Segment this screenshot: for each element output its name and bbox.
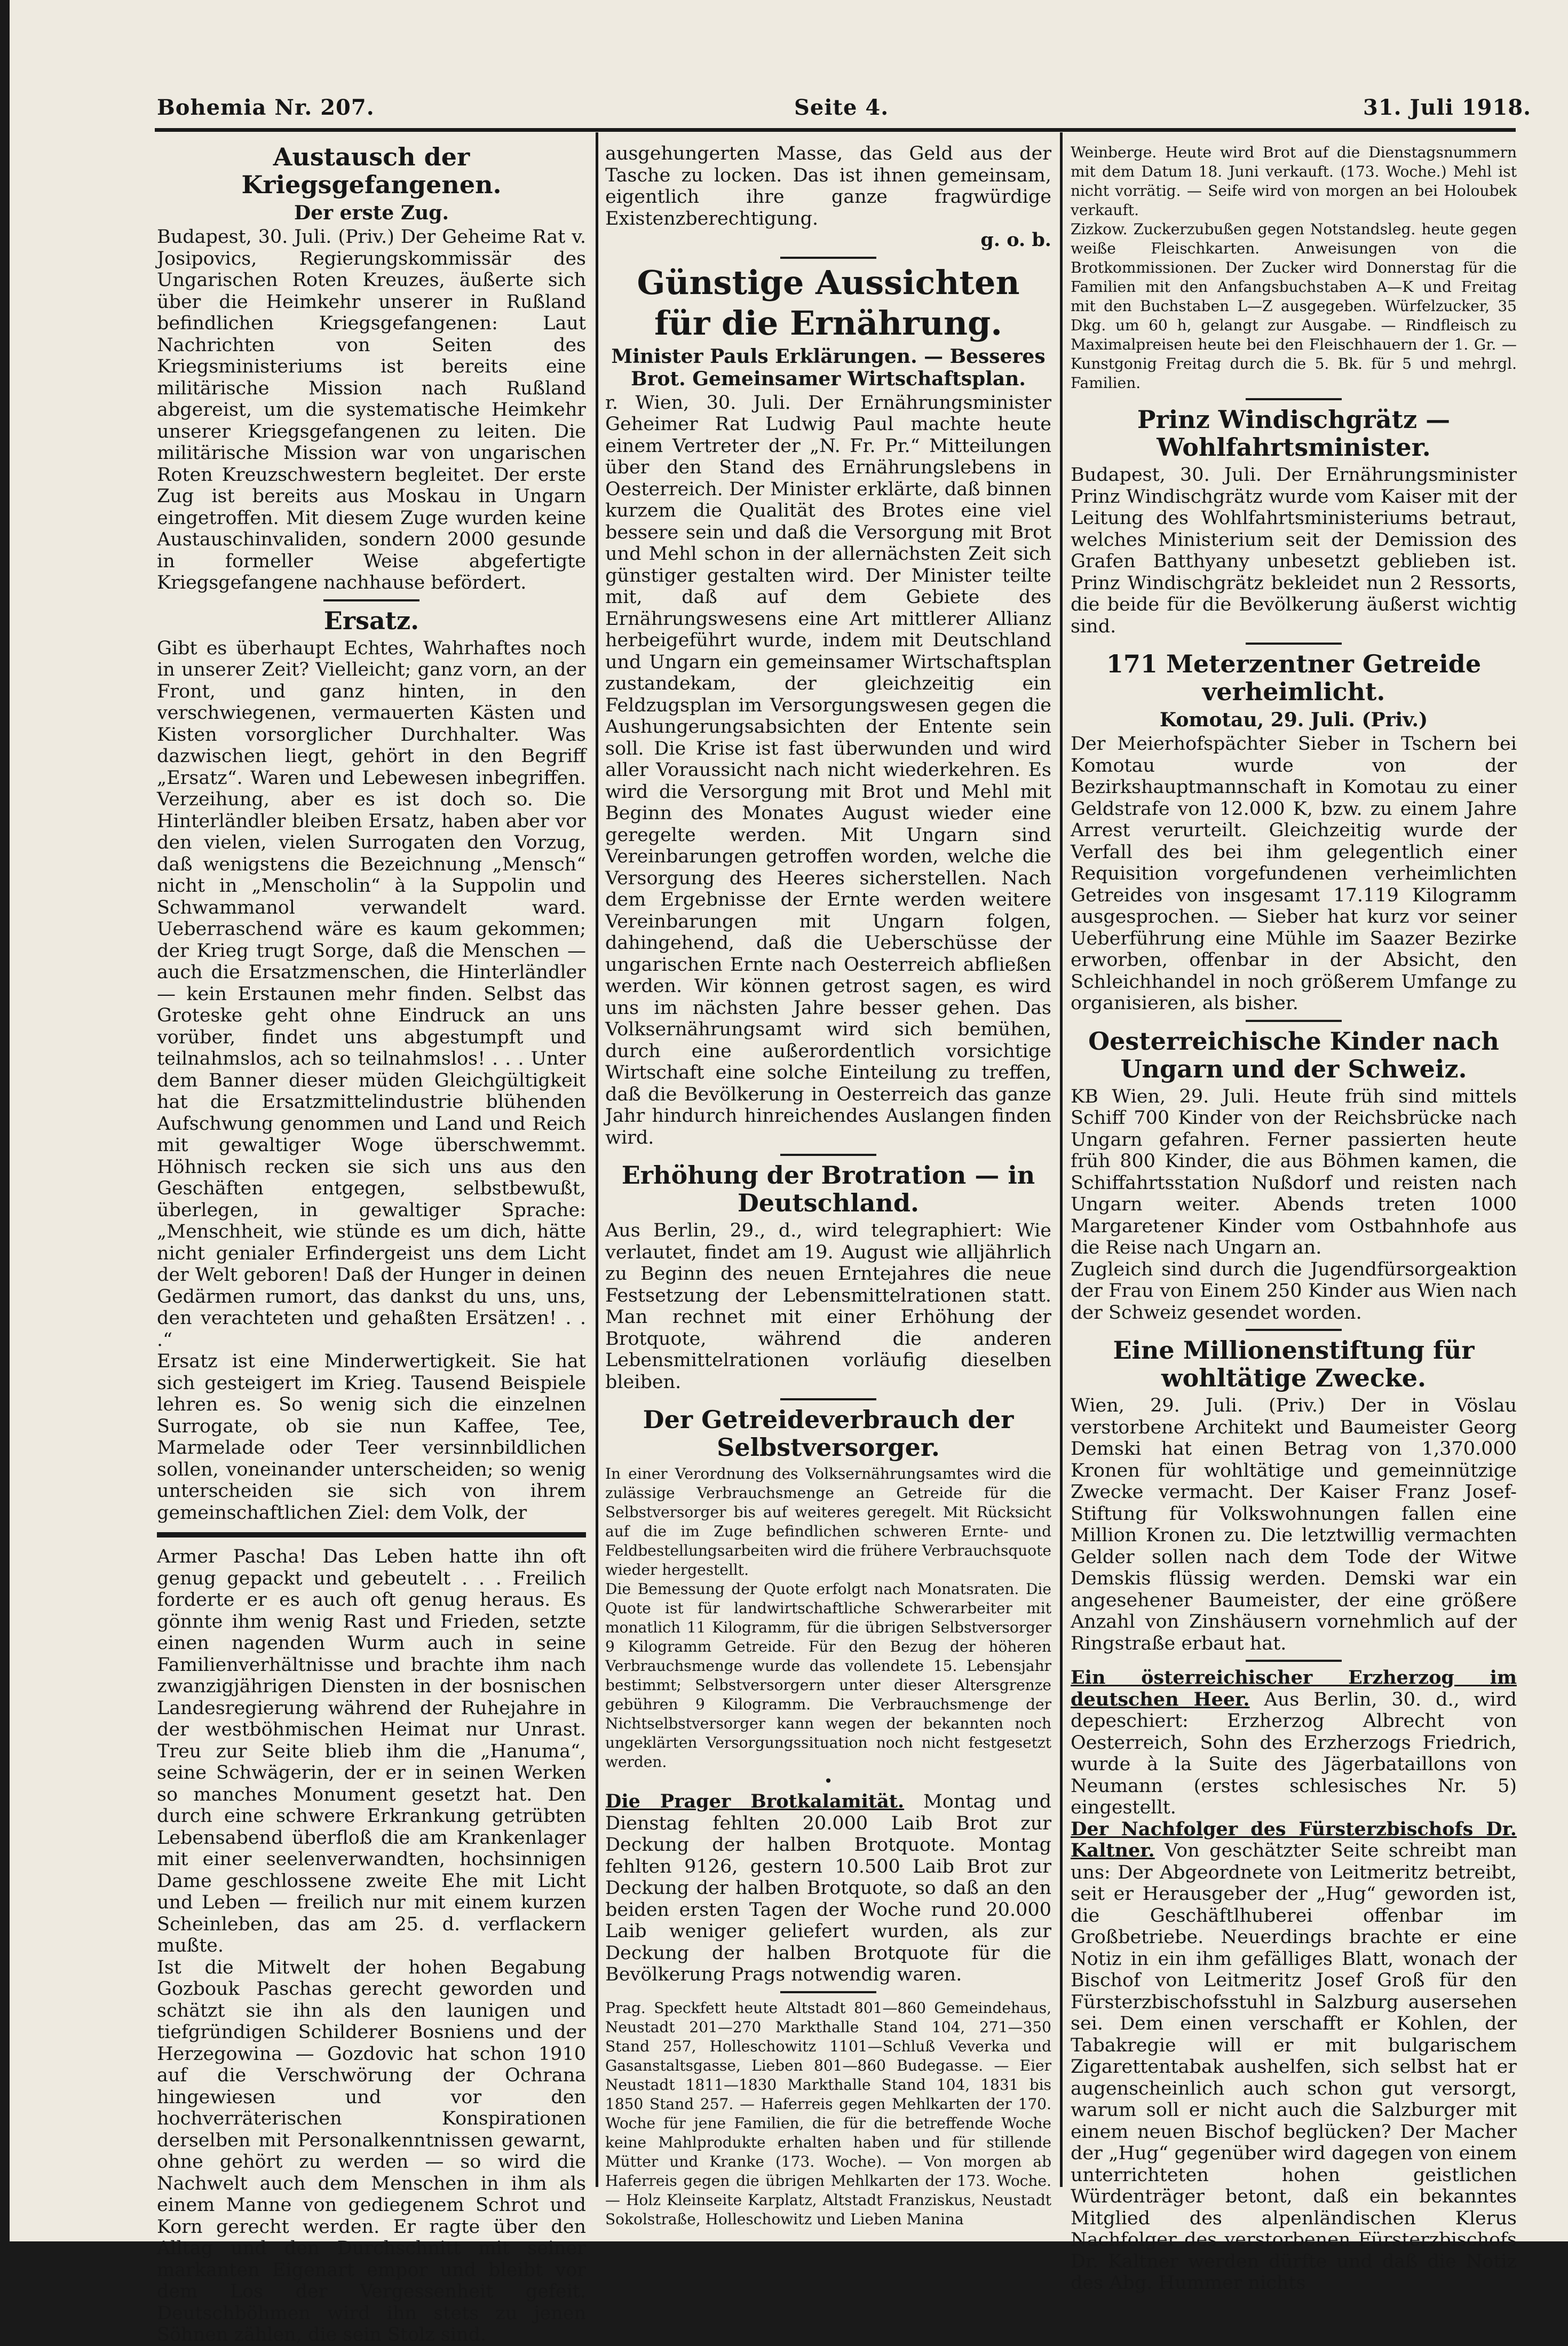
article-windischgraetz [1071,406,1517,637]
section-rule [780,1154,876,1156]
section-rule [323,599,419,601]
section-rule [1246,1329,1342,1331]
article-body: Aus Berlin, 30. d., wird depeschiert: Erzherzog Albrecht von Oesterreich, Sohn des Erzherzogs Friedrich, wurde à la Suite des Jägerbataillons von Neumann (erstes schlesisches Nr. 5) eingestellt. [1071,1689,1517,1818]
headline: Eine Millionenstiftung für wohltätige Zwecke. [1113,1336,1475,1392]
author-signature: g. o. b. [980,229,1051,251]
notice-paragraph: Zizkow. Zuckerzubußen gegen Notstandsleg. heute gegen weiße Fleischkarten. Anweisungen von die Brotkommissionen. Der Zucker wird Donnerstag für die Familien mit den Anfangsbuchstaben A—K und Freitag mit den Buchstaben L—Z ausgegeben. Würfelzucker, 35 Dkg. um 60 h, gelangt zur Ausgabe. — Rindfleisch zu Maximalpreisen heute bei den Fleischhauern der 1. Gr. — Kunstgonig Freitag durch die 5. Bk. für 5 und mehrgl. Familien. [1071,220,1517,392]
notice-body: Prag. Speckfett heute Altstadt 801—860 Gemeindehaus, Neustadt 201—270 Markthalle Stand 104, 271—350 Stand 257, Holleschowitz 1101—Schluß Veverka und Gasanstaltsgasse, Lieben 801—860 Budegasse. — Eier Neustadt 1811—1830 Markthalle Stand 104, 1831 bis 1850 Stand 257. — Haferreis gegen Mehlkarten der 170. Woche für jene Familien, die für die betreffende Woche keine Mahlprodukte erhalten haben und für stillende Mütter und Kranke (173. Woche). — Von morgen ab Haferreis gegen die übrigen Mehlkarten der 173. Woche. — Holz Kleinseite Karplatz, Altstadt Franziskus, Neustadt Sokolstraße, Holleschowitz und Lieben Manina [605,1999,1051,2228]
article-prisoner-exchange [157,143,586,594]
section-rule [780,257,876,259]
separator-bullet: • [823,1772,833,1790]
article-body: Der Meierhofspächter Sieber in Tschern bei Komotau wurde von der Bezirkshauptmannschaft in Komotau zu einer Geldstrafe von 12.000 K, bzw. zu einem Jahre Arrest verurteilt. Gleichzeitig wurde der Verfall des bei ihm gelegentlich einer Requisition vorgefundenen verheimlichten Getreides von insgesamt 17.119 Kilogramm ausgesprochen. — Sieber hat kurz vor seiner Ueberführung eine Mühle im Saazer Bezirke erworben, offenbar in der Absicht, den Schleichhandel in noch größerem Umfange zu organisieren, als bisher. [1071,733,1517,1014]
article-children [1071,1027,1517,1324]
article-prague-bread [605,1791,1051,1986]
section-rule [1246,643,1342,645]
article-obituary [157,1546,586,2346]
column-2 [605,143,1051,2228]
column-3 [1071,143,1517,2294]
column-divider-right [1060,132,1063,2187]
article-paragraph: Zugleich sind durch die Jugendfürsorgeaktion der Frau von Einem 250 Kinder aus Wien nach der Schweiz gesendet worden. [1071,1258,1517,1323]
subheadline: Der erste Zug. [294,202,449,224]
dateline: Komotau, 29. Juli. (Priv.) [1159,709,1428,731]
article-body: Von geschätzter Seite schreibt man uns: Der Abgeordnete von Leitmeritz betreibt, seit er Herausgeber der „Hug“ geworden ist, die Geschäftlhuberei offenbar im Großbetriebe. Neuerdings brachte er eine Notiz in ein ihm gefälliges Blatt, wonach der Bischof von Leitmeritz Josef Groß für den Fürsterzbischofsstuhl in Salzburg ausersehen sei. Dem einen verschafft er Kohlen, der Tabakregie will er mit bulgarischem Zigarettentabak aushelfen, sich selbst hat er augenscheinlich auch schon gut versorgt, warum soll er nicht auch die Salzburger mit einem neuen Bischof beglücken? Der Macher der „Hug“ gegenüber wird dagegen von einem unterrichteten hohen geistlichen Würdenträger betont, daß ein bekanntes Mitglied des alpenländischen Klerus Nachfolger des verstorbenen Fürsterzbischofs Dr. Kaltner werden dürfte und daß die Notiz des Abg. Hummer nichts [1071,1840,1517,2294]
article-paragraph: KB Wien, 29. Juli. Heute früh sind mittels Schiff 700 Kinder von der Reichsbrücke nach Ungarn gefahren. Ferner passierten heute früh 800 Kinder, die aus Böhmen kamen, die Schiffahrtsstation Nußdorf und reisten nach Ungarn weiter. Abends treten 1000 Margaretener Kinder vom Ostbahnhofe aus die Reise nach Ungarn an. [1071,1085,1517,1258]
article-body: Budapest, 30. Juli. (Priv.) Der Geheime Rat v. Josipovics, Regierungskommissär des Ungarischen Roten Kreuzes, äußerte sich über die Heimkehr unserer in Rußland befindlichen Kriegsgefangenen: Laut Nachrichten von Seiten des Kriegsministeriums ist bereits eine militärische Mission nach Rußland abgereist, um die systematische Heimkehr unserer Kriegsgefangenen zu leiten. Die militärische Mission war von ungarischen Roten Kreuzschwestern begleitet. Der erste Zug ist bereits aus Moskau in Ungarn eingetroffen. Mit diesem Zuge wurden keine Austauschinvaliden, sondern 2000 gesunde in formeller Weise abgefertigte Kriegsgefangene nachhause befördert. [157,226,586,593]
newspaper-page [10,0,1568,2345]
notice-paragraph: Weinberge. Heute wird Brot auf die Dienstagsnummern mit dem Datum 18. Juni verkauft. (173. Woche.) Mehl ist nicht vorrätig. — Seife wird von morgen an bei Holoubek verkauft. [1071,144,1517,219]
district-notices [1071,143,1517,393]
header-page-number: Seite 4. [794,95,889,120]
article-bread-ration [605,1161,1051,1393]
article-ersatz [157,607,586,1524]
feuilleton-rule [157,1532,586,1537]
headline: Austausch der Kriegsgefangenen. [241,142,502,199]
article-prague-notices [605,1999,1051,2229]
article-body: Aus Berlin, 29., d., wird telegraphiert: Wie verlautet, findet am 19. August wie alljährlich zu Beginn des neuen Erntejahres die neue Festsetzung der Lebensmittelrationen statt. Man rechnet mit einer Erhöhung der Brotquote, während die anderen Lebensmittelrationen vorläufig dieselben bleiben. [605,1220,1051,1393]
column-divider-left [596,132,598,2187]
article-successor [1071,1819,1517,2294]
article-paragraph: Armer Pascha! Das Leben hatte ihn oft genug gepackt und gebeutelt . . . Freilich forderte er es auch oft genug heraus. Es gönnte ihm wenig Rast und Frieden, setzte einen nagenden Wurm auch in seine Familienverhältnisse und brachte ihm nach zwanzigjährigen Diensten in der bosnischen Landesregierung während der Ruhejahre in der westböhmischen Heimat nur Unrast. Treu zur Seite blieb ihm die „Hanuma“, seine Schwägerin, der er in seinen Werken so manches Monument gesetzt hat. Den durch eine schwere Erkrankung getrübten Lebensabend überfloß die am Krankenlager mit einer seelenverwandten, hochsinnigen Dame geschlossene zweite Ehe mit Licht und Leben — freilich nur mit einem kurzen Scheinleben, das am 25. d. verflackern mußte. [157,1546,586,1956]
headline-line-2: für die Ernährung. [654,303,1002,343]
column-1 [157,142,586,2345]
article-food-outlook [605,264,1051,1149]
article-paragraph: Die Bemessung der Quote erfolgt nach Monatsraten. Die Quote ist für landwirtschaftliche Schwerarbeiter mit monatlich 11 Kilogramm, für die übrigen Selbstversorger 9 Kilogramm Getreide. Für den Bezug der höheren Verbrauchsmenge wurde das vollendete 15. Lebensjahr bestimmt; Selbstversorgern unter dieser Altersgrenze gebühren 9 Kilogramm. Die Verbrauchsmenge der Nichtselbstversorger kann wegen der bekannten noch ungeklärten Versorgungssituation noch nicht festgesetzt werden. [605,1580,1051,1771]
article-body: Montag und Dienstag fehlten 20.000 Laib Brot zur Deckung der halben Brotquote. Montag fehlten 9126, gestern 10.500 Laib Brot zur Deckung der halben Brotquote, so daß an den beiden ersten Tagen der Woche rund 20.000 Laib weniger geliefert wurden, als zur Deckung der halben Brotquote für die Bevölkerung Prags notwendig waren. [605,1791,1051,1985]
header-rule [155,128,1516,132]
headline: Ersatz. [323,606,419,635]
headline: Der Getreideverbrauch der Selbstversorger. [643,1405,1014,1462]
article-body: Budapest, 30. Juli. Der Ernährungsminister Prinz Windischgrätz wurde vom Kaiser mit der Leitung des Wohlfahrtsministeriums betraut, welches Ministerium seit der Demission des Grafen Batthyany unbesetzt geblieben ist. Prinz Windischgrätz bekleidet nun 2 Ressorts, die beide für die Bevölkerung äußerst wichtig sind. [1071,464,1517,637]
headline: 171 Meterzentner Getreide verheimlicht. [1106,649,1482,706]
article-paragraph: Gibt es überhaupt Echtes, Wahrhaftes noch in unserer Zeit? Vielleicht; ganz vorn, an der Front, und ganz hinten, in den verschwiegenen, vermauerten Kästen und Kisten vorsorglicher Durchhalter. Was dazwischen liegt, gehört in den Begriff „Ersatz“. Waren und Lebewesen inbegriffen. Verzeihung, aber es ist doch so. Die Hinterländler bleiben Ersatz, haben aber vor den vielen, vielen Surrogaten den Vorzug, daß wenigstens die Bezeichnung „Mensch“ nicht in „Menscholin“ à la Suppolin und Schwammanol verwandelt ward. Ueberraschend wäre es kaum gekommen; der Krieg trugt Sorge, daß die Menschen — auch die Ersatzmenschen, die Hinterländler — kein Erstaunen mehr finden. Selbst das Groteske geht ohne Eindruck an uns vorüber, findet uns abgestumpft und teilnahmslos, ach so teilnahmslos! . . . Unter dem Banner dieser müden Gleichgültigkeit hat die Ersatzmittelindustrie blühenden Aufschwung genommen und Land und Reich mit gewaltiger Woge überschwemmt. Höhnisch recken sie sich uns aus den Geschäften entgegen, selbstbewußt, überlegen, in gewaltiger Sprache: „Menschheit, wie stünde es um dich, hätte nicht genialer Erfindergeist uns dem Licht der Welt geboren! Daß der Hunger in deinen Gedärmen rumort, das dankst du uns, uns, den verachteten und gehaßten Ersätzen! . . .“ [157,637,586,1351]
headline-line-1: Günstige Aussichten [637,263,1020,302]
section-rule [1246,398,1342,400]
article-grain-consumption [605,1406,1051,1791]
run-in-headline: Die Prager Brotkalamität. [605,1790,905,1812]
article-foundation [1071,1336,1517,1654]
header-date: 31. Juli 1918. [1363,95,1532,120]
header-issue: Bohemia Nr. 207. [157,95,375,120]
article-body: r. Wien, 30. Juli. Der Ernährungsminister Geheimer Rat Ludwig Paul machte heute einem Vertreter der „N. Fr. Pr.“ Mitteilungen über den Stand des Ernährungslebens in Oesterreich. Der Minister erklärte, daß binnen kurzem die Qualität des Brotes eine viel bessere sein und daß die Versorgung mit Brot und Mehl schon in der allernächsten Zeit sich günstiger gestalten wird. Der Minister teilte mit, daß auf dem Gebiete des Ernährungswesens eine Art mittlerer Allianz herbeigeführt wurde, indem mit Deutschland und Ungarn ein gemeinsamer Wirtschaftsplan zustandekam, der gleichzeitig ein Feldzugsplan im Versorgungswesen gegen die Aushungerungsabsichten der Entente sein soll. Die Krise ist fast überwunden und wird aller Voraussicht nach nicht wiederkehren. Es wird die Versorgung mit Brot und Mehl mit Beginn des Monates August wieder eine geregelte werden. Mit Ungarn sind Vereinbarungen getroffen worden, welche die Versorgung des Heeres sicherstellen. Nach dem Ergebnisse der Ernte werden weitere Vereinbarungen mit Ungarn folgen, dahingehend, daß die Ueberschüsse der ungarischen Ernte nach Oesterreich abfließen werden. Wir können getrost sagen, es wird uns im nächsten Jahre besser gehen. Das Volksernährungsamt wird sich bemühen, durch eine außerordentlich vorsichtige Wirtschaft eine solche Einteilung zu treffen, daß die Bevölkerung in Oesterreich das ganze Jahr hindurch hinreichendes Auslangen finden wird. [605,392,1051,1148]
headline: Erhöhung der Brotration — in Deutschland. [621,1161,1035,1217]
article-paragraph: Ersatz ist eine Minderwertigkeit. Sie hat sich gesteigert im Krieg. Tausend Beispiele lehren es. So wenig sich die einzelnen Surrogate, ob sie nun Kaffee, Tee, Marmelade oder Teer versinnbildlichen sollen, voneinander unterscheiden; so wenig unterscheiden sie sich von ihrem gemeinschaftlichen Ziel: dem Volk, der [157,1351,586,1524]
headline: Prinz Windischgrätz — Wohlfahrtsminister. [1137,405,1451,462]
article-paragraph: In einer Verordnung des Volksernährungsamtes wird die zulässige Verbrauchsmenge an Getreide für die Selbstversorger bis auf weiteres geregelt. Mit Rücksicht auf die im Zuge befindlichen schweren Ernte- und Feldbestellungsarbeiten wird die frühere Verbrauchsquote wieder hergestellt. [605,1465,1051,1579]
run-in-headline: Ein österreichischer Erzherzog im deutschen Heer. [1071,1667,1517,1710]
section-rule [780,1398,876,1400]
article-body: Wien, 29. Juli. (Priv.) Der in Vöslau verstorbene Architekt und Baumeister Georg Demski hat einen Betrag von 1,370.000 Kronen für wohltätige und gemeinnützige Zwecke vermacht. Der Kaiser Franz Josef-Stiftung für Volkswohnungen fallen eine Million Kronen zu. Die letztwillig vermachten Gelder sollen nach dem Tode der Witwe Demskis flüssig werden. Demski war ein angesehener Baumeister, der eine größere Anzahl von Zinshäusern vornehmlich auf der Ringstraße erbaut hat. [1071,1395,1517,1654]
headline: Oesterreichische Kinder nach Ungarn und der Schweiz. [1088,1026,1499,1083]
subheadline: Minister Pauls Erklärungen. — Besseres Brot. Gemeinsamer Wirtschaftsplan. [611,345,1046,390]
article-paragraph: Ist die Mitwelt der hohen Begabung Gozbouk Paschas gerecht geworden und schätzt sie ihn als den launigen und tiefgründigen Schilderer Bosniens und der Herzegowina — Gozdovic hat schon 1910 auf die Verschwörung der Ochrana hingewiesen und vor den hochverräterischen Konspirationen derselben mit Personalkenntnissen gewarnt, ohne gehört zu werden — so wird die Nachwelt auch dem Menschen in ihm als einem Manne von gediegenem Schrot und Korn gerecht werden. Er ragte über den Alltag und den Durchschnitt mit seiner markanten Eigenart empor und bleibt vor dem Los der Vergessenheit gefeit. Deutschböhmen wird ihn stets zu jenen Söhnen zählen, die sein Stolz sind. [157,1956,586,2345]
continued-text: ausgehungerten Masse, das Geld aus der Tasche zu locken. Das ist ihnen gemeinsam, eigentlich ihre ganze fragwürdige Existenzberechtigung. [605,143,1051,229]
article-archduke [1071,1667,1517,1819]
section-rule [1246,1660,1342,1662]
section-rule [780,1991,876,1993]
run-in-headline: Der Nachfolger des Fürsterzbischofs Dr. Kaltner. [1071,1818,1517,1861]
article-hidden-grain [1071,650,1517,1015]
section-rule [1246,1020,1342,1022]
